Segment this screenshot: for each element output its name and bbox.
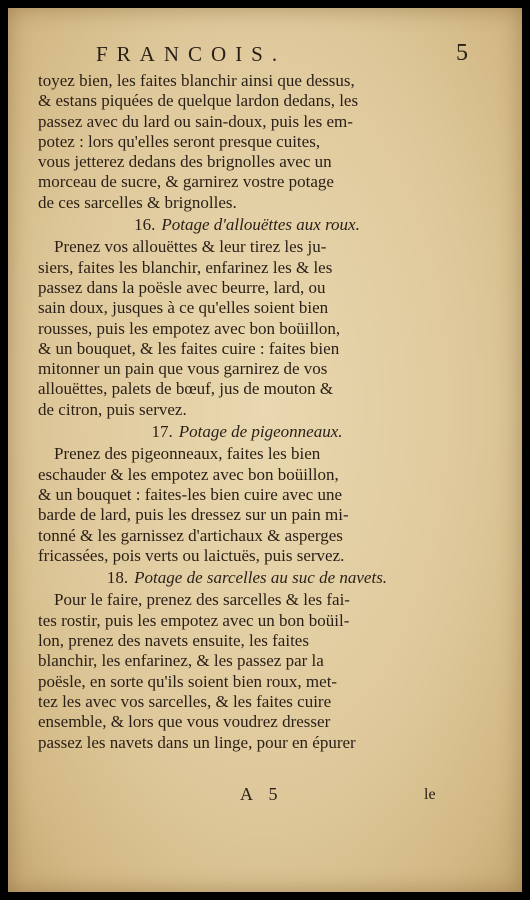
section-number: 17.	[151, 422, 173, 442]
text-line: lon, prenez des navets ensuite, les faites	[38, 631, 309, 651]
section-title: Potage de sarcelles au suc de navets.	[134, 568, 388, 588]
page-header	[8, 42, 522, 70]
text-line: siers, faites les blanchir, enfarinez les & les	[38, 257, 333, 277]
text-line: barde de lard, puis les dressez sur un pain mi-	[38, 505, 349, 525]
text-line: Prenez vos allouëttes & leur tirez les ju-	[54, 237, 327, 257]
catchword: le	[424, 786, 436, 803]
text-line: passez avec du lard ou sain-doux, puis les em-	[38, 111, 353, 131]
section-heading	[38, 568, 456, 588]
section-number: 18.	[106, 568, 129, 588]
text-line: & estans piquées de quelque lardon dedans, les	[38, 91, 359, 111]
text-line: rousses, puis les empotez avec bon boüillon,	[38, 318, 341, 338]
text-line: passez les navets dans un linge, pour en épurer	[38, 732, 356, 752]
signature-mark: A 5	[240, 784, 284, 804]
page-footer	[8, 784, 522, 808]
text-line: allouëttes, palets de bœuf, jus de mouton &	[38, 379, 334, 399]
text-line: tonné & les garnissez d'artichaux & asperges	[38, 525, 343, 545]
text-line: vous jetterez dedans des brignolles avec un	[38, 152, 332, 172]
text-line: tes rostir, puis les empotez avec un bon boüil-	[38, 610, 350, 630]
text-line: poësle, en sorte qu'ils soient bien roux, met-	[38, 671, 338, 691]
text-line: passez dans la poësle avec beurre, lard, ou	[38, 277, 326, 297]
section-title: Potage d'allouëttes aux roux.	[161, 215, 360, 235]
book-page	[8, 8, 522, 892]
text-line: eschauder & les empotez avec bon boüillon,	[38, 464, 339, 484]
page-number: 5	[456, 40, 468, 66]
text-line: mitonner un pain que vous garnirez de vos	[38, 359, 328, 379]
section-title: Potage de pigeonneaux.	[178, 422, 343, 442]
recipe-section-18	[38, 568, 456, 753]
text-line: & un bouquet, & les faites cuire : faites bien	[38, 338, 340, 358]
text-line: tez les avec vos sarcelles, & les faites cuire	[38, 691, 332, 711]
text-line: de citron, puis servez.	[38, 399, 187, 419]
text-line: fricassées, pois verts ou laictuës, puis servez.	[38, 545, 345, 565]
section-number: 16.	[134, 215, 156, 235]
text-line: blanchir, les enfarinez, & les passez par la	[38, 651, 324, 671]
recipe-section-16	[38, 215, 456, 420]
text-line: ensemble, & lors que vous voudrez dresser	[38, 712, 331, 732]
body-text	[38, 71, 456, 753]
text-line: sain doux, jusques à ce qu'elles soient bien	[38, 298, 329, 318]
text-line: potez : lors qu'elles seront presque cuites,	[38, 131, 321, 151]
text-line: Pour le faire, prenez des sarcelles & les fai-	[54, 590, 350, 610]
text-line: toyez bien, les faites blanchir ainsi que dessus,	[38, 71, 355, 90]
running-head: FRANCOIS.	[96, 42, 287, 66]
continuation-paragraph	[38, 71, 456, 213]
recipe-section-17	[38, 422, 456, 566]
section-heading	[38, 215, 456, 235]
text-line: morceau de sucre, & garnirez vostre potage	[38, 172, 334, 192]
text-line: de ces sarcelles & brignolles.	[38, 192, 237, 212]
text-line: & un bouquet : faites-les bien cuire avec une	[38, 484, 342, 504]
section-heading	[38, 422, 456, 442]
text-line: Prenez des pigeonneaux, faites les bien	[54, 444, 321, 464]
